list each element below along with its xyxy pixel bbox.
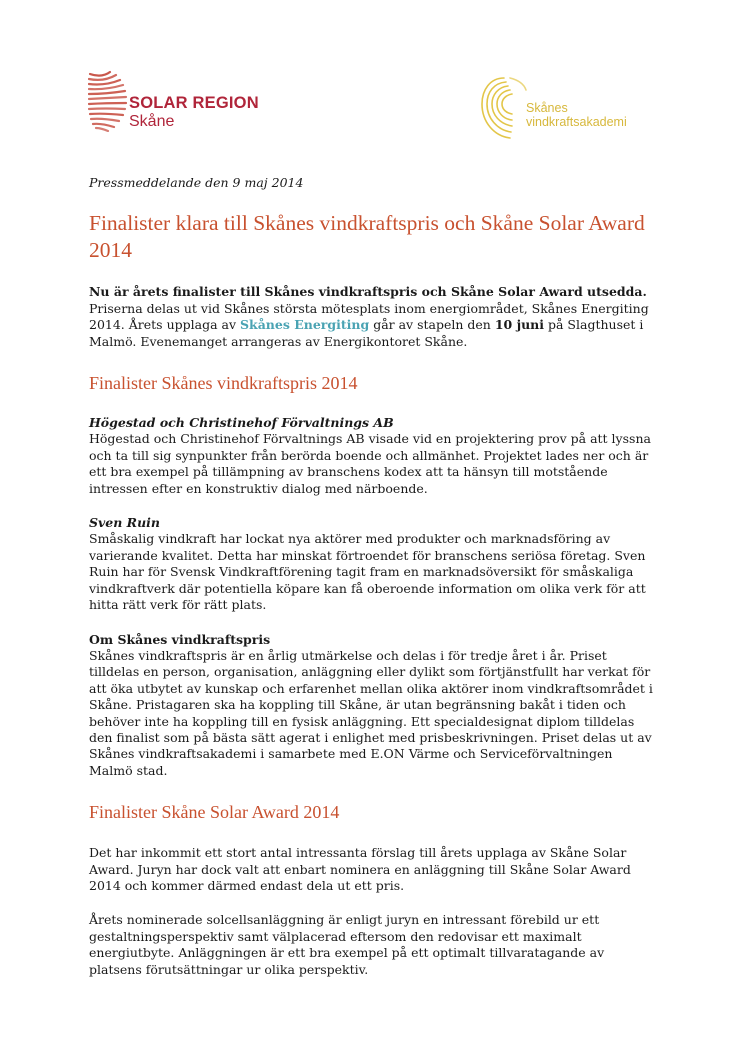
section-heading-vindkraftspris: Finalister Skånes vindkraftspris 2014 xyxy=(89,373,358,394)
press-release-body xyxy=(89,175,659,996)
finalist-text: Högestad och Christinehof Förvaltnings AB visade vid en projektering prov på att lyssna och ta till sig synpunkter från berörda boende och allmänhet. Projektet lades ner och är ett bra exempel på tillämpning av branschens kodex att ta hänsyn till motstående intressen efter en konstruktiv dialog med närboende. xyxy=(89,431,651,496)
solar-award-text: Årets nominerade solcellsanläggning är enligt juryn en intressant förebild ur ett gestaltningsperspektiv samt välplacerad eftersom den redovisar ett maximalt energiutbyte. Anläggningen är ett bra exempel på ett optimalt tillvaratagande av platsens förutsättningar ur olika perspektiv. xyxy=(89,912,605,977)
solar-region-logo xyxy=(88,70,298,140)
solar-region-sub: Skåne xyxy=(129,113,175,130)
intro-text-1: Priserna delas ut vid Skånes största mötesplats inom energiområdet, Skånes Energiting 2014. Årets upplaga av xyxy=(89,300,649,333)
finalist-item xyxy=(89,515,659,613)
spiral-icon xyxy=(480,74,528,144)
about-text: Skånes vindkraftspris är en årlig utmärkelse och delas i för tredje året i år. Priset tilldelas en person, organisation, anläggning eller dylikt som förtjänstfullt har verkat för att öka utbytet av kunskap och erfarenhet mellan olika aktörer inom vindkraftsområdet i Skåne. Pristagaren ska ha koppling till Skåne, är utan begränsning bakåt i tiden och behöver inte ha koppling till en fysisk anläggning. Ett specialdesignat diplom tilldelas den finalist som på bästa sätt agerat i enlighet med prisbeskrivningen. Priset delas ut av Skånes vindkraftsakademi i samarbete med E.ON Värme och Serviceförvaltningen Malmö stad. xyxy=(89,647,653,778)
about-vindkraftspris xyxy=(89,632,659,780)
intro-text xyxy=(89,301,659,350)
finalist-name: Högestad och Christinehof Förvaltnings AB xyxy=(89,415,394,431)
intro-paragraph xyxy=(89,284,659,350)
sun-rays-icon xyxy=(88,70,128,132)
finalist-text: Småskalig vindkraft har lockat nya aktörer med produkter och marknadsföring av varierande kvalitet. Detta har minskat förtroendet för branschens seriösa företag. Sven Ruin har för Svensk Vindkraftförening tagit fram en marknadsöversikt för småskaliga vindkraftverk där potentiella köpare kan få oberoende information om olika verk för att hitta rätt verk för rätt plats. xyxy=(89,531,646,613)
vindkraftsakademi-name: Skånes xyxy=(526,101,568,115)
finalist-name: Sven Ruin xyxy=(89,515,160,531)
solar-award-paragraph xyxy=(89,912,659,978)
page-title: Finalister klara till Skånes vindkraftspris och Skåne Solar Award 2014 xyxy=(89,211,645,263)
about-heading: Om Skånes vindkraftspris xyxy=(89,631,271,647)
intro-text-2: går av stapeln den xyxy=(369,317,495,333)
dateline: Pressmeddelande den 9 maj 2014 xyxy=(89,175,304,190)
solar-award-text: Det har inkommit ett stort antal intressanta förslag till årets upplaga av Skåne Solar Award. Juryn har dock valt att enbart nominera en anläggning till Skåne Solar Award 2014 och kommer därmed endast dela ut ett pris. xyxy=(89,845,631,893)
finalist-item xyxy=(89,415,659,497)
section-heading-solar-award: Finalister Skåne Solar Award 2014 xyxy=(89,802,340,823)
energiting-link[interactable]: Skånes Energiting xyxy=(240,317,370,333)
vindkraftsakademi-sub: vindkraftsakademi xyxy=(526,115,627,129)
event-date: 10 juni xyxy=(494,317,545,333)
solar-region-name: SOLAR REGION xyxy=(129,94,259,112)
solar-award-paragraph xyxy=(89,845,659,894)
intro-text-3: på Slagthuset i Malmö. Evenemanget arrangeras av Energikontoret Skåne. xyxy=(89,317,644,349)
intro-lead: Nu är årets finalister till Skånes vindkraftspris och Skåne Solar Award utsedda. xyxy=(89,284,647,300)
vindkraftsakademi-logo xyxy=(480,74,680,144)
